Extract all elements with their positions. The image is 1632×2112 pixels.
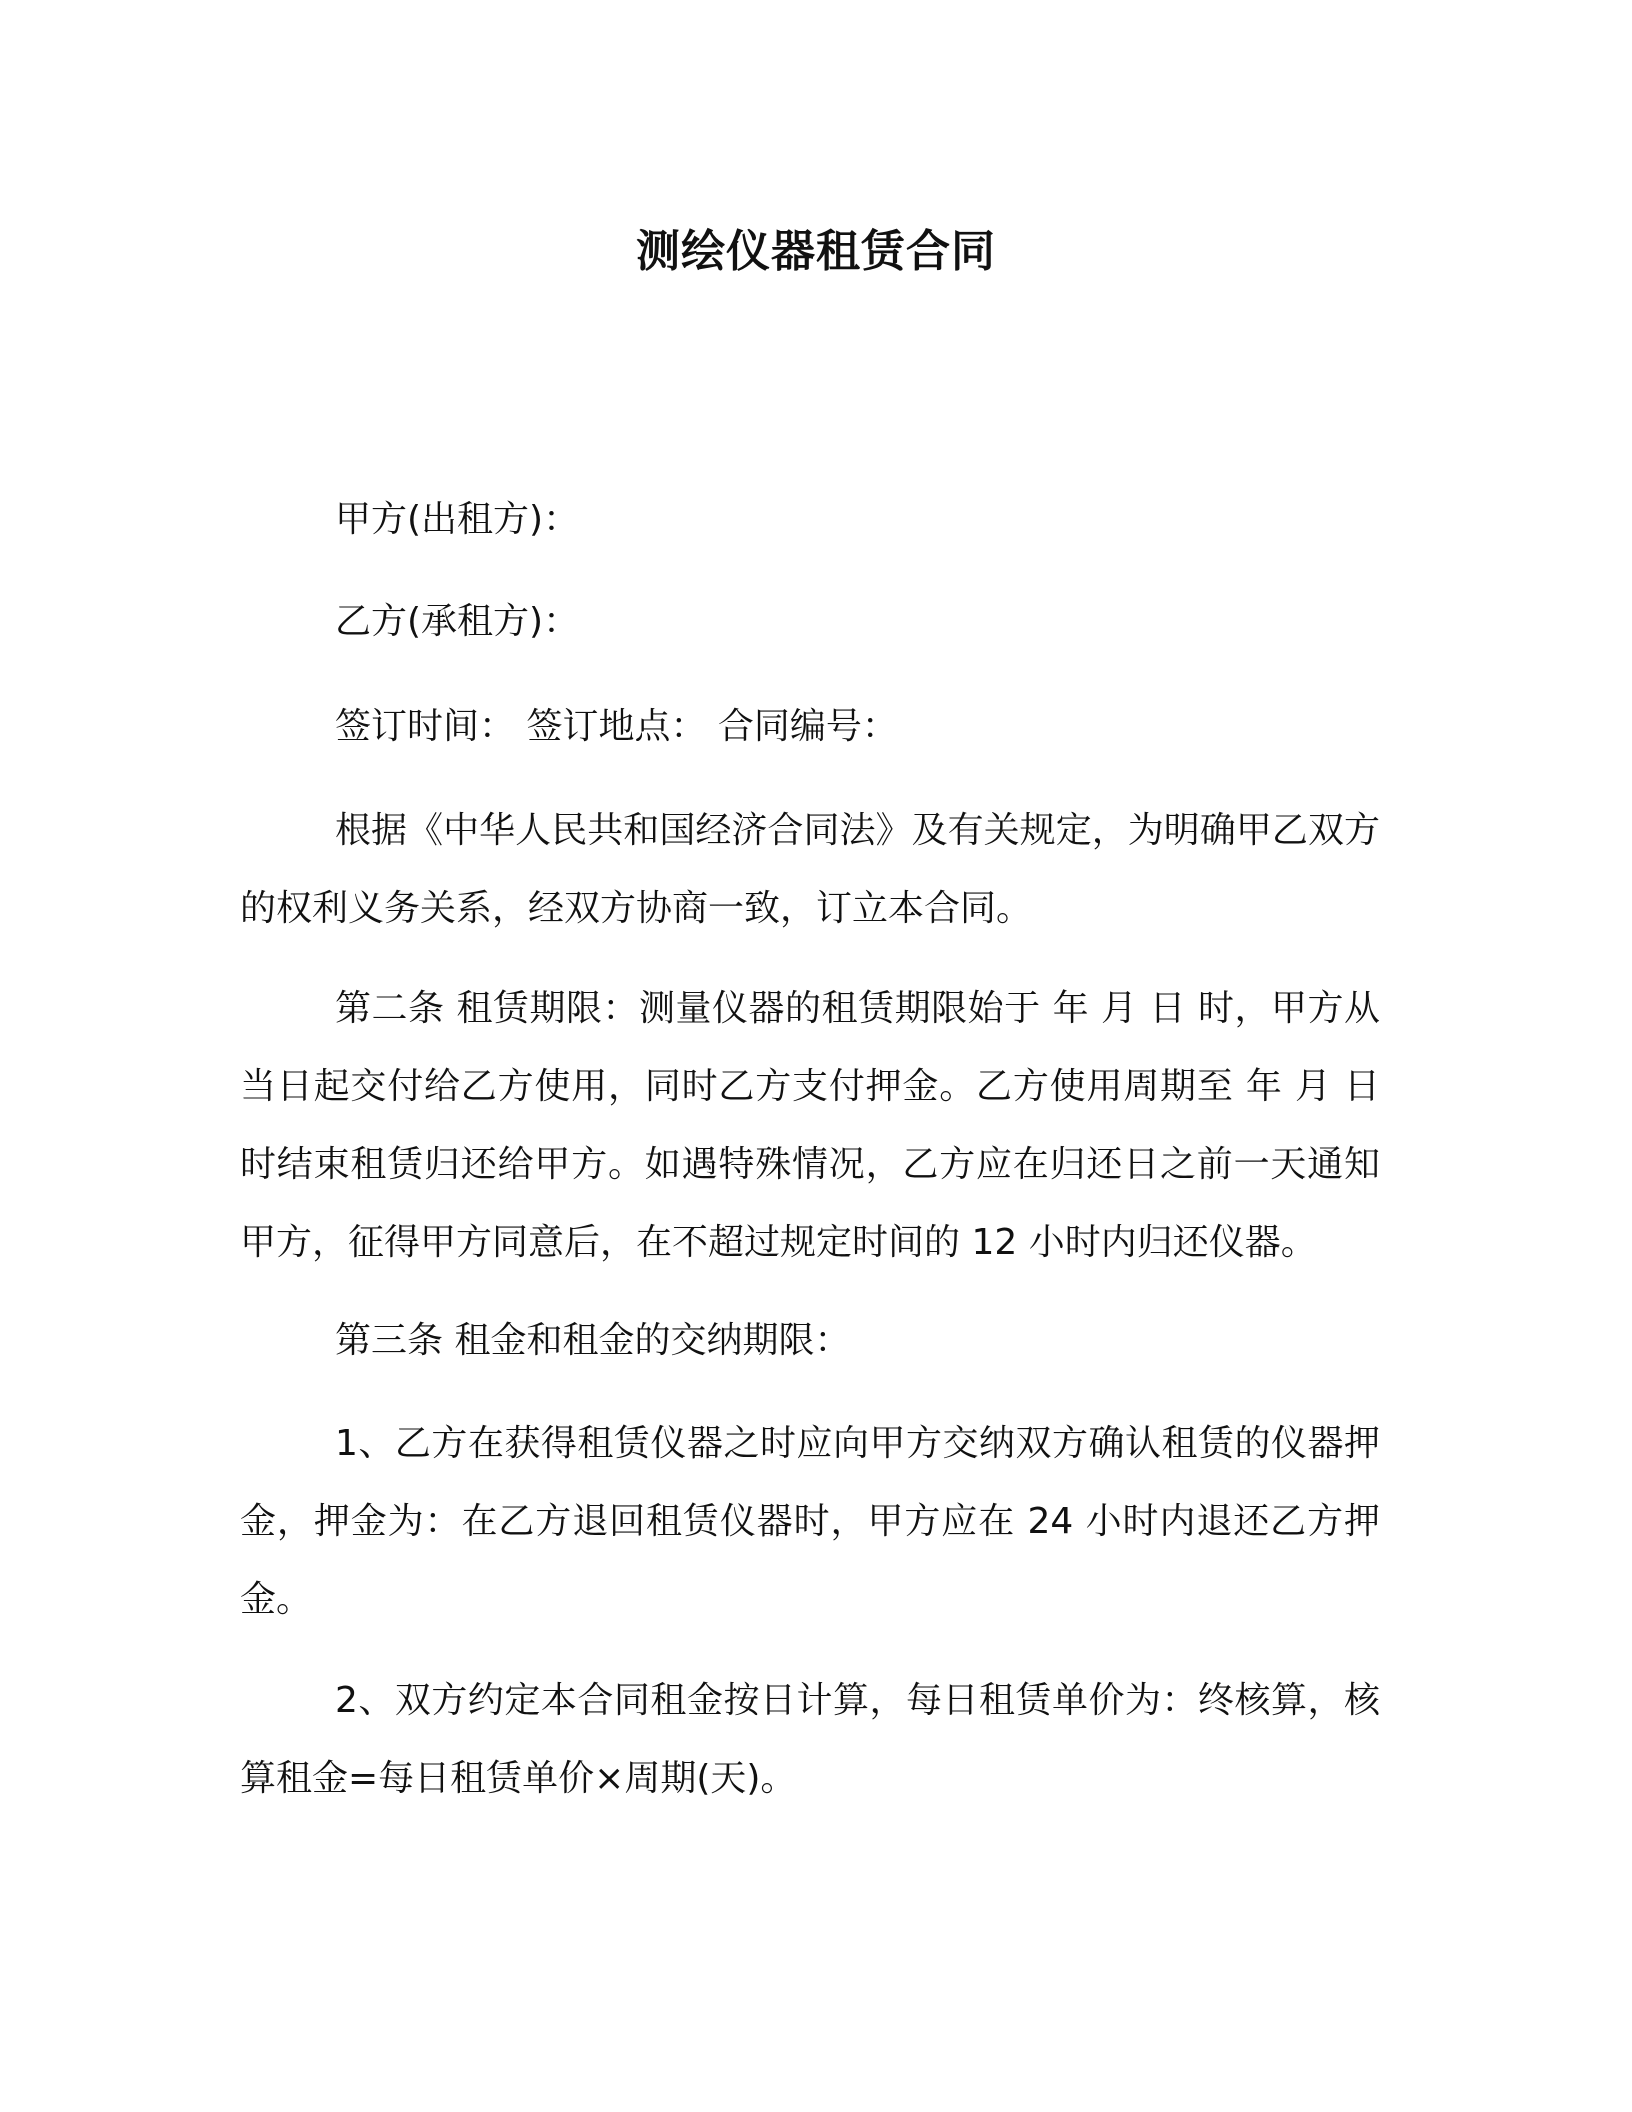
rent-clause-paragraph: 2、双方约定本合同租金按日计算，每日租赁单价为：终核算，核算租金=每日租赁单价×周期(天)。 <box>240 1680 1380 1799</box>
sign-info-line: 签订时间： 签订地点： 合同编号： <box>335 706 898 747</box>
deposit-clause-paragraph: 1、乙方在获得租赁仪器之时应向甲方交纳双方确认租赁的仪器押金，押金为：在乙方退回租赁仪器时，甲方应在 24 小时内退还乙方押金。 <box>240 1423 1380 1620</box>
article-three-heading: 第三条 租金和租金的交纳期限： <box>335 1320 851 1361</box>
preamble-paragraph: 根据《中华人民共和国经济合同法》及有关规定，为明确甲乙双方的权利义务关系，经双方协商一致，订立本合同。 <box>240 810 1380 929</box>
party-b-line: 乙方(承租方)： <box>335 601 580 642</box>
article-two-paragraph: 第二条 租赁期限：测量仪器的租赁期限始于 年 月 日 时，甲方从当日起交付给乙方使用，同时乙方支付押金。乙方使用周期至 年 月 日 时结束租赁归还给甲方。如遇特殊情况，乙方应在归还日之前一天通知甲方，征得甲方同意后，在不超过规定时间的 12 小时内归还仪器。 <box>240 988 1380 1263</box>
document-title: 测绘仪器租赁合同 <box>636 226 996 277</box>
party-a-line: 甲方(出租方)： <box>335 499 580 540</box>
